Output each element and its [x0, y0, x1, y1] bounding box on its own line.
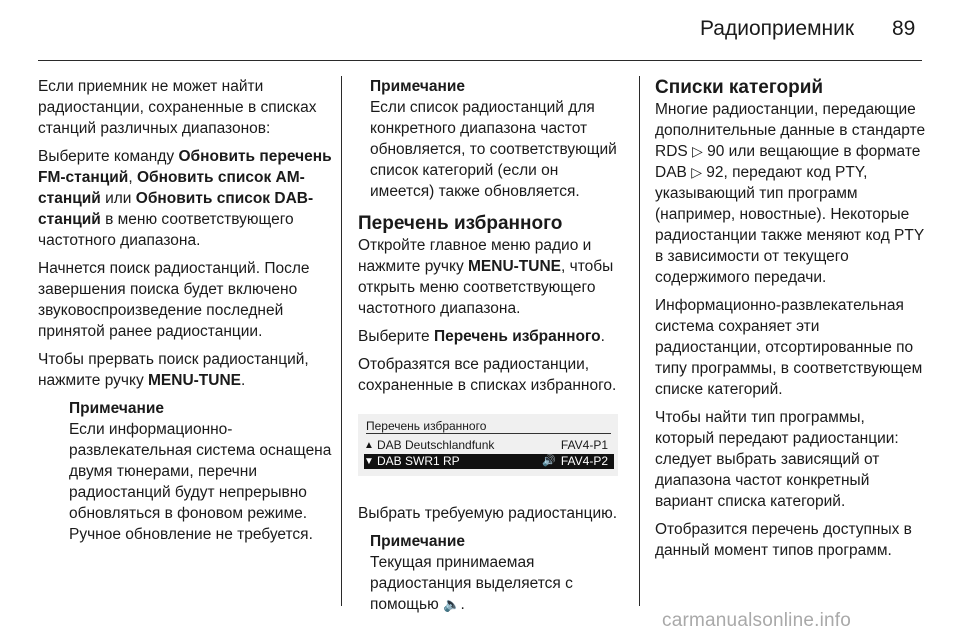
paragraph — [655, 99, 927, 288]
favourite-list-item-selected — [364, 454, 614, 469]
text: в меню соответствующего частотного диапазона. — [38, 211, 294, 249]
text: . — [600, 328, 605, 345]
preset-code: FAV4-P1 — [560, 438, 608, 452]
text: Многие радиостанции, передающие дополнительные данные в стандарте RDS — [655, 101, 926, 160]
menu-command: Обновить перечень FM-станций — [38, 148, 332, 186]
note-text: Если информационно-развлекательная система оснащена двумя тюнерами, перечни радиостанций будут непрерывно обновляться в фоновом режиме. Ручное обновление не требуется. — [69, 421, 332, 543]
paragraph — [38, 349, 338, 391]
page-reference-icon: ▷ — [692, 143, 703, 159]
watermark: carmanualsonline.info — [662, 610, 852, 631]
page-reference-icon: ▷ — [691, 164, 702, 180]
column-3 — [655, 76, 927, 568]
note-text — [370, 552, 626, 615]
text: или — [100, 190, 136, 207]
paragraph — [358, 235, 626, 319]
preset-code: FAV4-P2 — [560, 454, 608, 468]
text: 90 или вещающие в формате DAB — [655, 143, 921, 181]
section-heading: Перечень избранного — [358, 213, 563, 234]
text: , чтобы открыть меню соответствующего частотного диапазона. — [358, 258, 614, 317]
paragraph: Отобразится перечень доступных в данный момент типов программ. — [655, 521, 912, 559]
section-heading: Списки категорий — [655, 77, 824, 98]
display-header: Перечень избранного — [366, 419, 611, 434]
text: Чтобы прервать поиск радиостанций, нажмите ручку — [38, 351, 309, 389]
note — [358, 76, 626, 202]
control-name: MENU-TUNE — [148, 372, 241, 389]
paragraph — [358, 326, 626, 347]
station-name: DAB Deutschlandfunk — [377, 438, 495, 452]
scroll-down-icon: ▼ — [364, 456, 374, 467]
paragraph: Отобразятся все радиостанции, сохраненные в списках избранного. — [358, 356, 617, 394]
text: 92, передают код PTY, указывающий тип программ (например, новостные). Некоторые радиостанции также меняют код PTY в зависимости от текущего содержимого передачи. — [655, 164, 924, 286]
note — [38, 398, 338, 545]
note-title: Примечание — [370, 533, 465, 550]
note-text: Если список радиостанций для конкретного диапазона частот обновляется, то соответствующий список категорий (если он имеется) также обновляется. — [370, 99, 617, 200]
radio-display-screenshot — [358, 414, 618, 476]
column-divider-left — [341, 76, 342, 606]
page-number: 89 — [892, 17, 916, 40]
header-rule — [38, 60, 922, 61]
menu-command: Обновить список DAB-станций — [38, 190, 314, 228]
paragraph — [38, 146, 338, 251]
text: Выберите команду — [38, 148, 179, 165]
note-title: Примечание — [69, 400, 164, 417]
text: , — [128, 169, 137, 186]
text: . — [241, 372, 246, 389]
page-title: Радиоприемник — [700, 17, 855, 40]
column-1 — [38, 76, 338, 552]
paragraph: Чтобы найти тип программы, который передают радиостанции: следует выбрать зависящий от диапазона частот конкретный вариант списка категорий. — [655, 409, 899, 510]
note-title: Примечание — [370, 78, 465, 95]
note — [358, 531, 626, 615]
menu-command: Обновить список AM-станций — [38, 169, 305, 207]
menu-command: Перечень избранного — [433, 328, 601, 345]
speaker-icon: 🔈 — [443, 596, 461, 612]
paragraph: Информационно-развлекательная система сохраняет эти радиостанции, отсортированные по типу программы, в соответствующем списке категорий. — [655, 297, 923, 398]
text: . — [460, 596, 465, 613]
column-2 — [358, 76, 626, 622]
control-name: MENU-TUNE — [468, 258, 561, 275]
text: Откройте главное меню радио и нажмите ручку — [358, 237, 592, 275]
favourite-list-item — [364, 438, 614, 453]
paragraph: Если приемник не может найти радиостанции, сохраненные в списках станций различных диапазонов: — [38, 78, 317, 137]
text: Текущая принимаемая радиостанция выделяется с помощью — [370, 554, 573, 613]
text: Выберите — [358, 328, 434, 345]
station-name: DAB SWR1 RP — [377, 454, 460, 468]
speaker-icon: 🔊 — [542, 455, 556, 467]
paragraph: Начнется поиск радиостанций. После завершения поиска будет включено звуковоспроизведение последней принятой ранее радиостанции. — [38, 260, 310, 340]
paragraph: Выбрать требуемую радиостанцию. — [358, 505, 618, 522]
scroll-up-icon: ▲ — [364, 440, 374, 451]
column-divider-right — [639, 76, 640, 606]
